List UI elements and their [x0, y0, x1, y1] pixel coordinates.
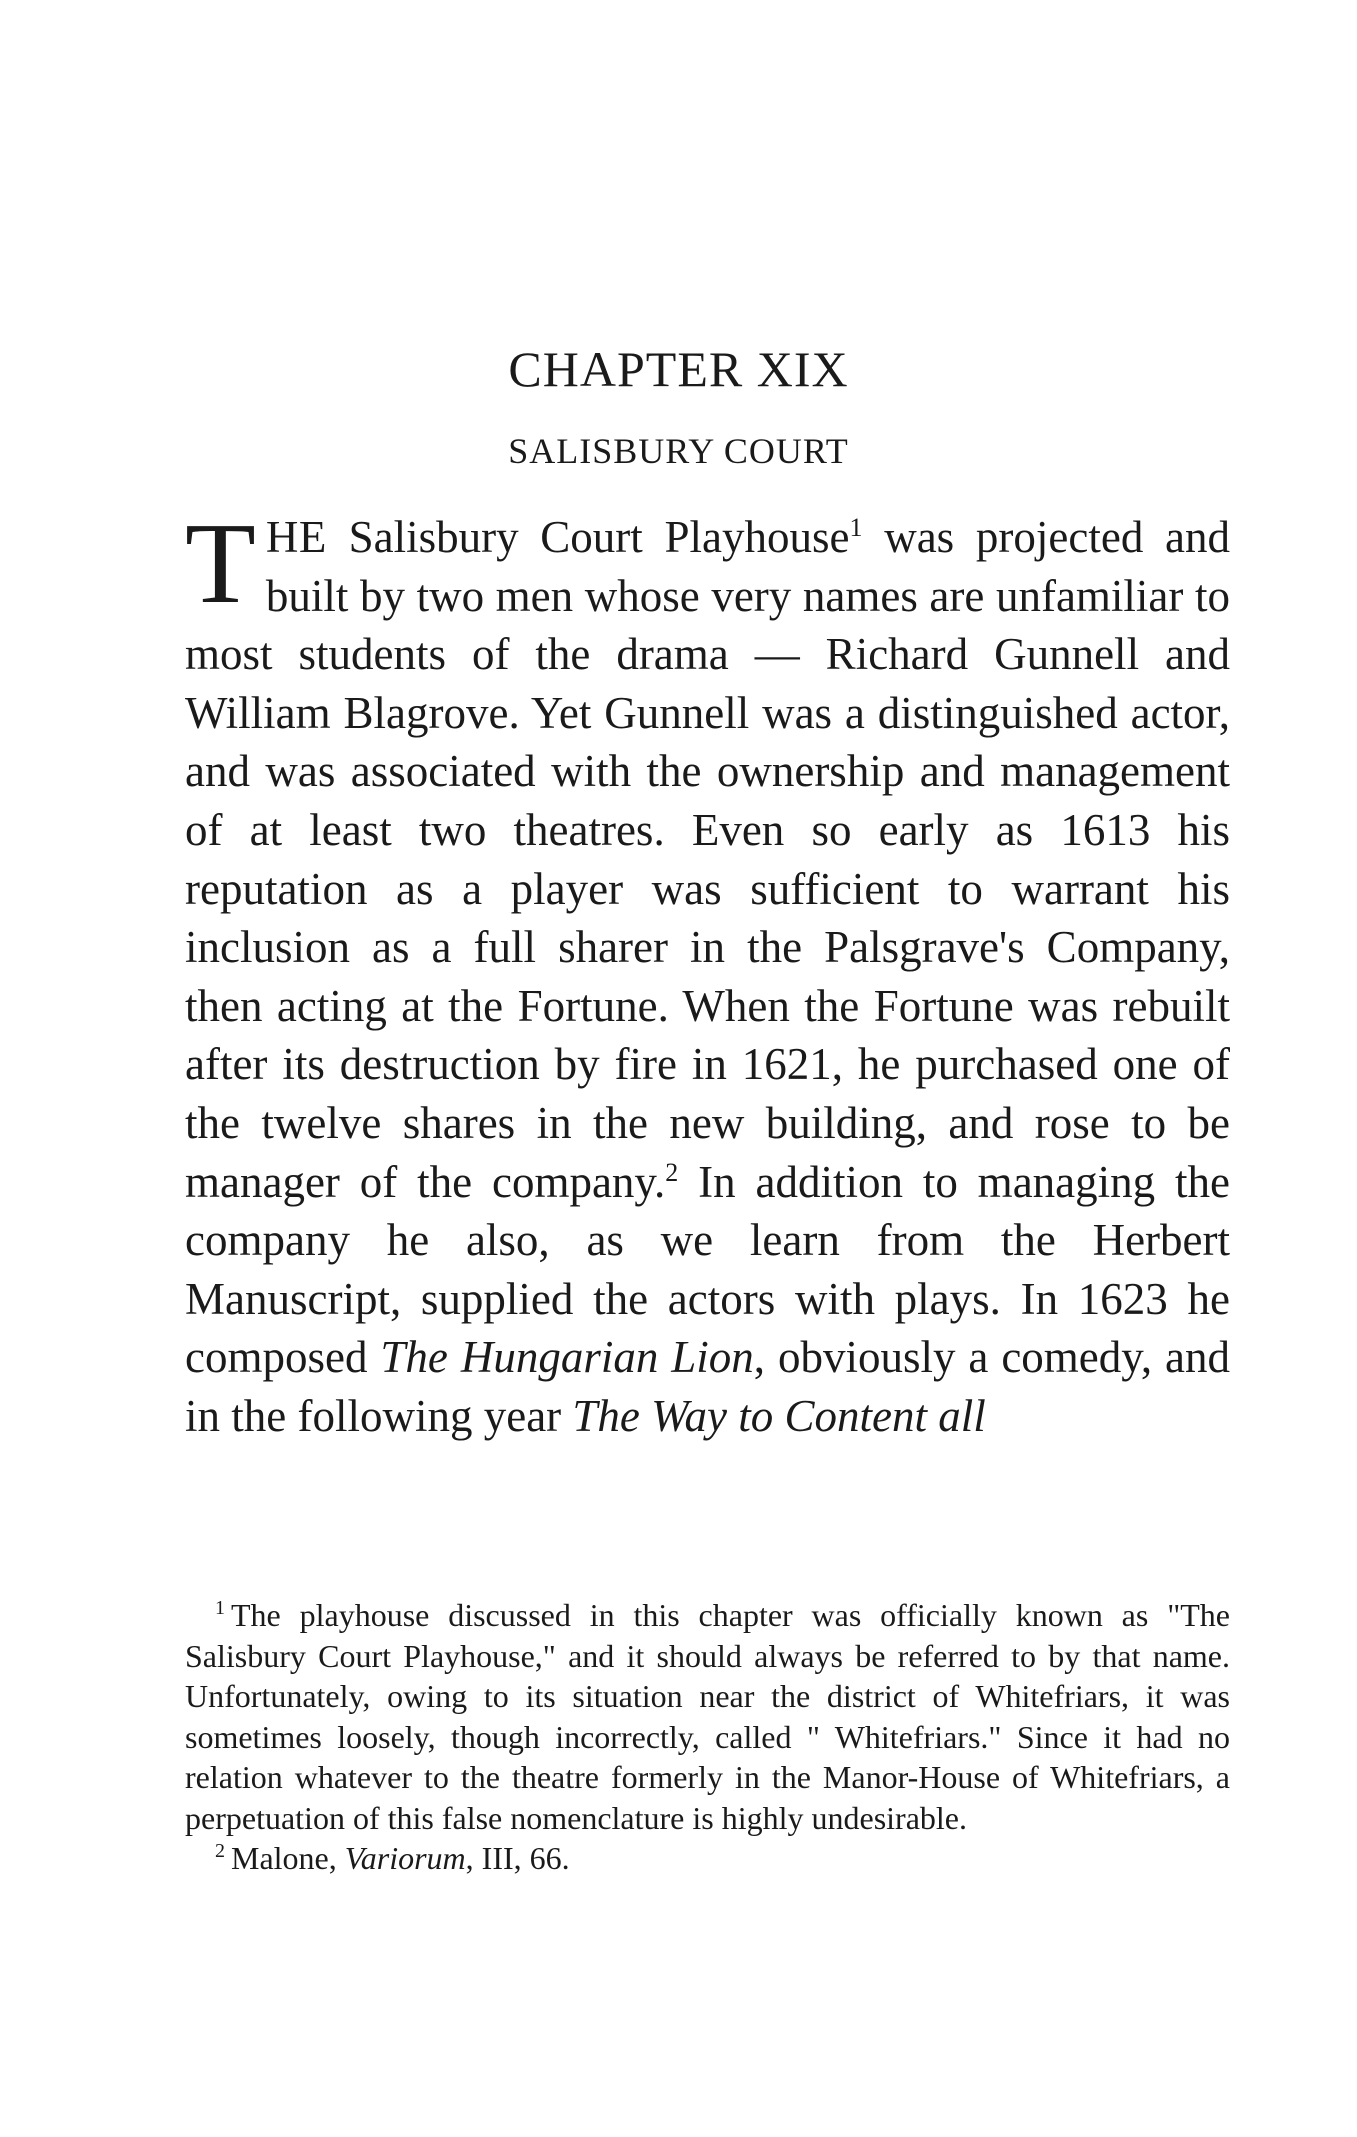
footnotes [185, 1595, 1230, 1879]
play-title-way-to-content: The Way to Content all [572, 1390, 986, 1441]
footnote-1-text: The playhouse discussed in this chapter was officially known as "The Salisbury Court Playhouse," and it should always be referred to by that name. Unfortunately, owing to its situation near the district of Whitefriars, it was sometimes loosely, though incorrectly, called " Whitefriars." Since it had no relation whatever to the theatre formerly in the Manor-House of Whitefriars, a perpetuation of this false nomenclature is highly undesirable. [185, 1597, 1230, 1836]
footnote-1 [185, 1595, 1230, 1838]
footnote-ref-2: 2 [665, 1157, 679, 1187]
footnote-2-prefix: Malone, [231, 1840, 345, 1876]
body-segment-2: was projected and built by two men whose very names are unfamiliar to most students of the drama — Richard Gunnell and William Blagrove. Yet Gunnell was a distinguished actor, and was associated with the ownership and management of at least two theatres. Even so early as 1613 his reputation as a player was sufficient to warrant his inclusion as a full sharer in the Palsgrave's Company, then acting at the Fortune. When the Fortune was rebuilt after its destruction by fire in 1621, he purchased one of the twelve shares in the new building, and rose to be manager of the company. [185, 512, 1230, 1207]
footnote-1-number: 1 [215, 1597, 225, 1620]
body-segment-4: , obviously a comedy, and in the following year [185, 1332, 1230, 1441]
first-word-rest: HE [265, 512, 327, 562]
drop-cap: T [185, 500, 256, 628]
body-segment-1: Salisbury Court Playhouse [326, 512, 850, 562]
footnote-2-number: 2 [215, 1840, 225, 1863]
body-paragraph [185, 500, 1230, 1446]
footnote-ref-1: 1 [849, 513, 863, 542]
footnote-2-suffix: , III, 66. [465, 1840, 570, 1876]
chapter-title: SALISBURY COURT [508, 431, 849, 471]
play-title-hungarian-lion: The Hungarian Lion [380, 1332, 754, 1383]
body-segment-3: In addition to managing the company he also, as we learn from the Herbert Manuscript, supplied the actors with plays. In 1623 he composed [185, 1156, 1230, 1383]
footnote-2 [185, 1838, 1230, 1879]
footnote-2-italic: Variorum [344, 1840, 466, 1876]
chapter-heading: CHAPTER XIX [508, 341, 849, 397]
